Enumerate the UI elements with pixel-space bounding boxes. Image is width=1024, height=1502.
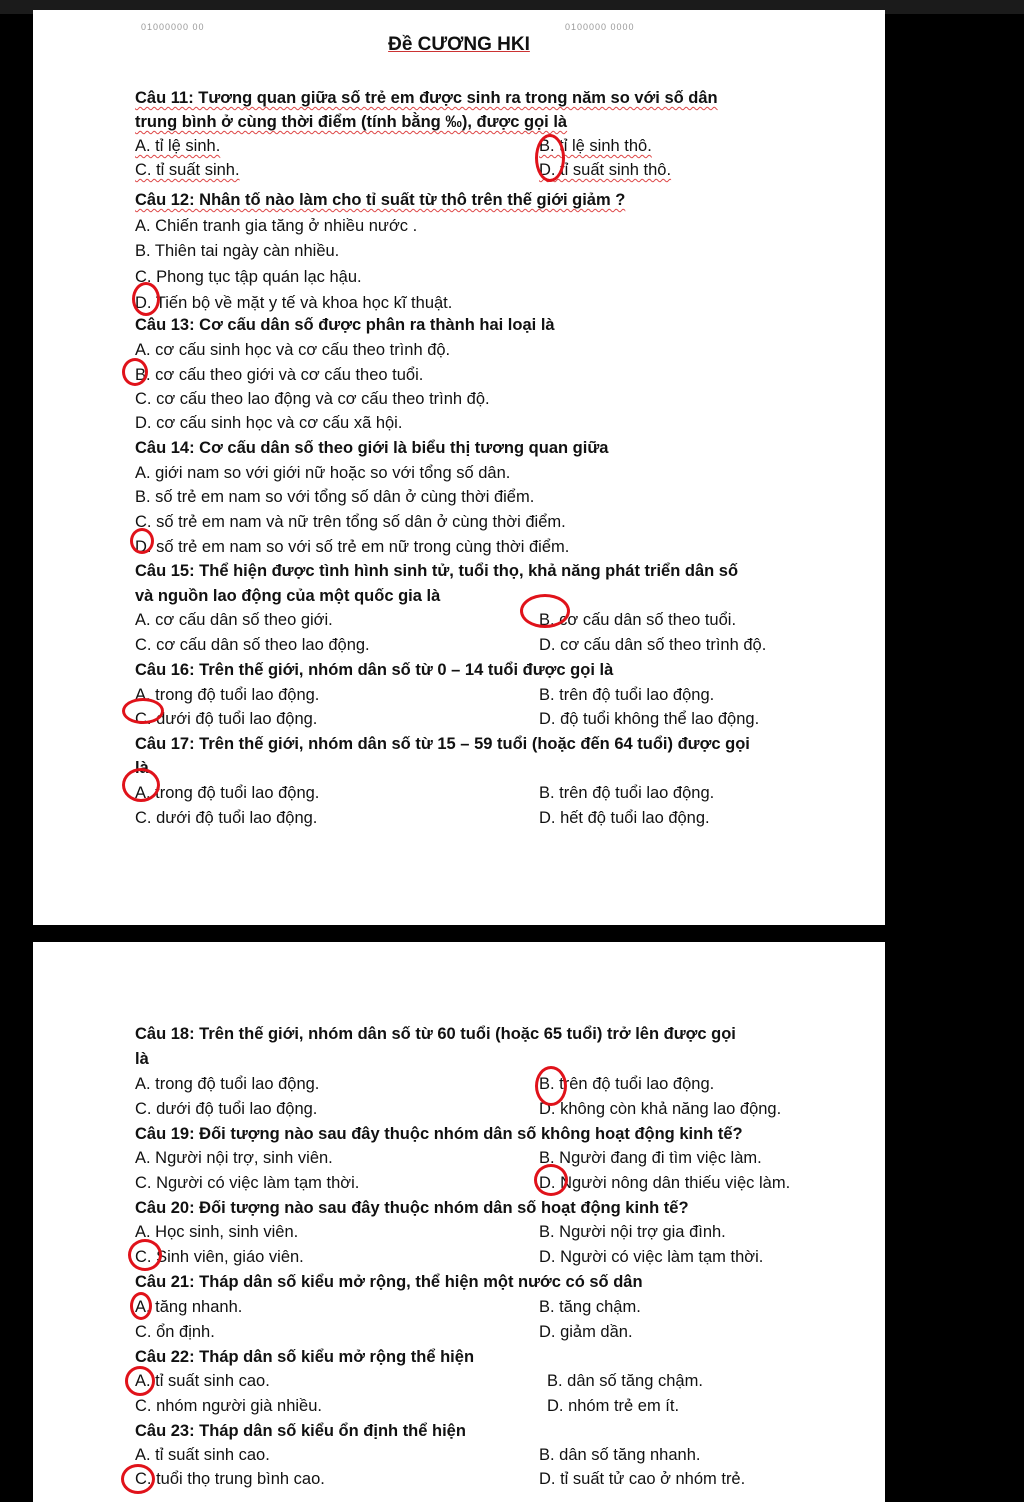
question-22-stem: Câu 22: Tháp dân số kiểu mở rộng thể hiện [135,1348,475,1366]
question-23-option-c: C. tuổi thọ trung bình cao. [135,1470,325,1488]
question-18-stem: là [135,1050,149,1068]
answer-circle-q18 [535,1066,567,1106]
question-18-option-c: C. dưới độ tuổi lao động. [135,1100,318,1118]
question-23-stem: Câu 23: Tháp dân số kiểu ổn định thể hiện [135,1422,466,1440]
question-16-stem: Câu 16: Trên thế giới, nhóm dân số từ 0 – 14 tuổi được gọi là [135,661,614,679]
question-18-option-a: A. trong độ tuổi lao động. [135,1075,320,1093]
question-14-option-a: A. giới nam so với giới nữ hoặc so với tổng số dân. [135,464,511,482]
answer-circle-q13 [122,358,148,386]
question-13-option-a: A. cơ cấu sinh học và cơ cấu theo trình độ. [135,341,451,359]
question-12-option-d: D. Tiến bộ về mặt y tế và khoa học kĩ thuật. [135,294,453,312]
question-22-option-a: A. tỉ suất sinh cao. [135,1372,270,1390]
question-16-option-a: A. trong độ tuổi lao động. [135,686,320,704]
question-23-option-a: A. tỉ suất sinh cao. [135,1446,270,1464]
question-15-option-c: C. cơ cấu dân số theo lao động. [135,636,370,654]
question-21-stem: Câu 21: Tháp dân số kiểu mở rộng, thể hiện một nước có số dân [135,1273,643,1291]
question-11-stem: trung bình ở cùng thời điểm (tính bằng ‰), được gọi là [135,113,568,131]
question-13-stem: Câu 13: Cơ cấu dân số được phân ra thành hai loại là [135,316,555,334]
question-20-option-c: C. Sinh viên, giáo viên. [135,1248,304,1266]
question-21-option-c: C. ổn định. [135,1323,215,1341]
question-19-option-b: B. Người đang đi tìm việc làm. [539,1149,762,1167]
question-16-option-d: D. độ tuổi không thể lao động. [539,710,760,728]
question-17-stem: là [135,759,149,777]
cropped-header-text: 0100000 0000 [565,22,635,32]
question-16-option-c: C. dưới độ tuổi lao động. [135,710,318,728]
question-13-option-c: C. cơ cấu theo lao động và cơ cấu theo trình độ. [135,390,490,408]
question-19-option-c: C. Người có việc làm tạm thời. [135,1174,360,1192]
question-15-option-b: B. cơ cấu dân số theo tuổi. [539,611,737,629]
question-11-option-d: D. tỉ suất sinh thô. [539,161,672,179]
question-20-stem: Câu 20: Đối tượng nào sau đây thuộc nhóm dân số hoạt động kinh tế? [135,1199,689,1217]
answer-circle-q14 [130,528,154,554]
question-12-stem: Câu 12: Nhân tố nào làm cho tỉ suất từ thô trên thế giới giảm ? [135,191,626,209]
question-13-option-d: D. cơ cấu sinh học và cơ cấu xã hội. [135,414,403,432]
question-12-option-a: A. Chiến tranh gia tăng ở nhiều nước . [135,217,418,235]
page-title: Đề CƯƠNG HKI [388,34,530,55]
question-17-option-a: A. trong độ tuổi lao động. [135,784,320,802]
answer-circle-q21 [130,1292,152,1320]
question-19-stem: Câu 19: Đối tượng nào sau đây thuộc nhóm dân số không hoạt động kinh tế? [135,1125,743,1143]
question-14-stem: Câu 14: Cơ cấu dân số theo giới là biểu thị tương quan giữa [135,439,609,457]
answer-circle-q16 [122,698,164,724]
answer-circle-q19 [534,1164,568,1196]
question-11-option-c: C. tỉ suất sinh. [135,161,240,179]
question-20-option-a: A. Học sinh, sinh viên. [135,1223,299,1241]
question-15-option-a: A. cơ cấu dân số theo giới. [135,611,333,629]
question-23-option-b: B. dân số tăng nhanh. [539,1446,701,1464]
document-page-2 [33,942,885,1502]
question-17-option-b: B. trên độ tuổi lao động. [539,784,715,802]
question-17-option-d: D. hết độ tuổi lao động. [539,809,710,827]
question-13-option-b: B. cơ cấu theo giới và cơ cấu theo tuổi. [135,366,424,384]
question-18-option-b: B. trên độ tuổi lao động. [539,1075,715,1093]
question-14-option-b: B. số trẻ em nam so với tổng số dân ở cùng thời điểm. [135,488,535,506]
answer-circle-q11 [535,134,565,182]
question-20-option-d: D. Người có việc làm tạm thời. [539,1248,764,1266]
cropped-header-text: 01000000 00 [141,22,205,32]
question-11-stem: Câu 11: Tương quan giữa số trẻ em được sinh ra trong năm so với số dân [135,89,718,107]
question-12-option-b: B. Thiên tai ngày càn nhiều. [135,242,340,260]
question-17-option-c: C. dưới độ tuổi lao động. [135,809,318,827]
question-14-option-d: D. số trẻ em nam so với số trẻ em nữ trong cùng thời điểm. [135,538,570,556]
question-15-stem: Câu 15: Thể hiện được tình hình sinh tử, tuổi thọ, khả năng phát triển dân số [135,562,739,580]
question-18-option-d: D. không còn khả năng lao động. [539,1100,782,1118]
question-22-option-d: D. nhóm trẻ em ít. [547,1397,680,1415]
question-21-option-b: B. tăng chậm. [539,1298,641,1316]
question-12-option-c: C. Phong tục tập quán lạc hậu. [135,268,362,286]
question-21-option-a: A. tăng nhanh. [135,1298,243,1316]
question-22-option-b: B. dân số tăng chậm. [547,1372,703,1390]
question-15-stem: và nguồn lao động của một quốc gia là [135,587,441,605]
answer-circle-q20 [128,1239,162,1271]
document-page-1 [33,10,885,925]
question-21-option-d: D. giảm dần. [539,1323,633,1341]
answer-circle-q12 [132,282,160,316]
question-23-option-d: D. tỉ suất tử cao ở nhóm trẻ. [539,1470,746,1488]
answer-circle-q22 [125,1366,155,1396]
question-22-option-c: C. nhóm người già nhiều. [135,1397,322,1415]
answer-circle-q23 [121,1464,155,1494]
question-18-stem: Câu 18: Trên thế giới, nhóm dân số từ 60 tuổi (hoặc 65 tuổi) trở lên được gọi [135,1025,736,1043]
question-16-option-b: B. trên độ tuổi lao động. [539,686,715,704]
question-14-option-c: C. số trẻ em nam và nữ trên tổng số dân ở cùng thời điểm. [135,513,566,531]
question-11-option-a: A. tỉ lệ sinh. [135,137,221,155]
question-15-option-d: D. cơ cấu dân số theo trình độ. [539,636,767,654]
answer-circle-q15 [520,594,570,628]
question-11-option-b: B. tỉ lệ sinh thô. [539,137,652,155]
question-19-option-d: D. Người nông dân thiếu việc làm. [539,1174,791,1192]
answer-circle-q17 [122,768,160,802]
question-19-option-a: A. Người nội trợ, sinh viên. [135,1149,333,1167]
question-17-stem: Câu 17: Trên thế giới, nhóm dân số từ 15 – 59 tuổi (hoặc đến 64 tuổi) được gọi [135,735,750,753]
question-20-option-b: B. Người nội trợ gia đình. [539,1223,726,1241]
